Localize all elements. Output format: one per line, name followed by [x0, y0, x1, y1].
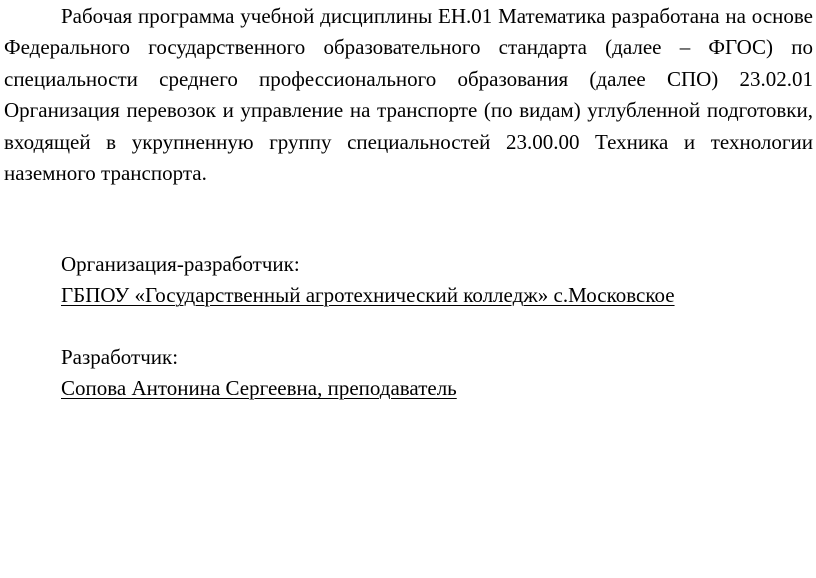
developer-block	[61, 342, 457, 405]
organization-block	[61, 249, 675, 312]
organization-label: Организация-разработчик:	[61, 252, 300, 276]
developer-name: Сопова Антонина Сергеевна, преподаватель	[61, 376, 457, 401]
developer-label: Разработчик:	[61, 345, 179, 369]
intro-paragraph: Рабочая программа учебной дисциплины ЕН.01 Математика разработана на основе Федерального государственного образовательного стандарта (далее – ФГОС) по специальности среднего профессионального образования (далее СПО) 23.02.01 Организация перевозок и управление на транспорте (по видам) углубленной подготовки, входящей в укрупненную группу специальностей 23.00.00 Техника и технологии наземного транспорта.	[4, 4, 813, 186]
organization-name: ГБПОУ «Государственный агротехнический колледж» с.Московское	[61, 283, 675, 308]
